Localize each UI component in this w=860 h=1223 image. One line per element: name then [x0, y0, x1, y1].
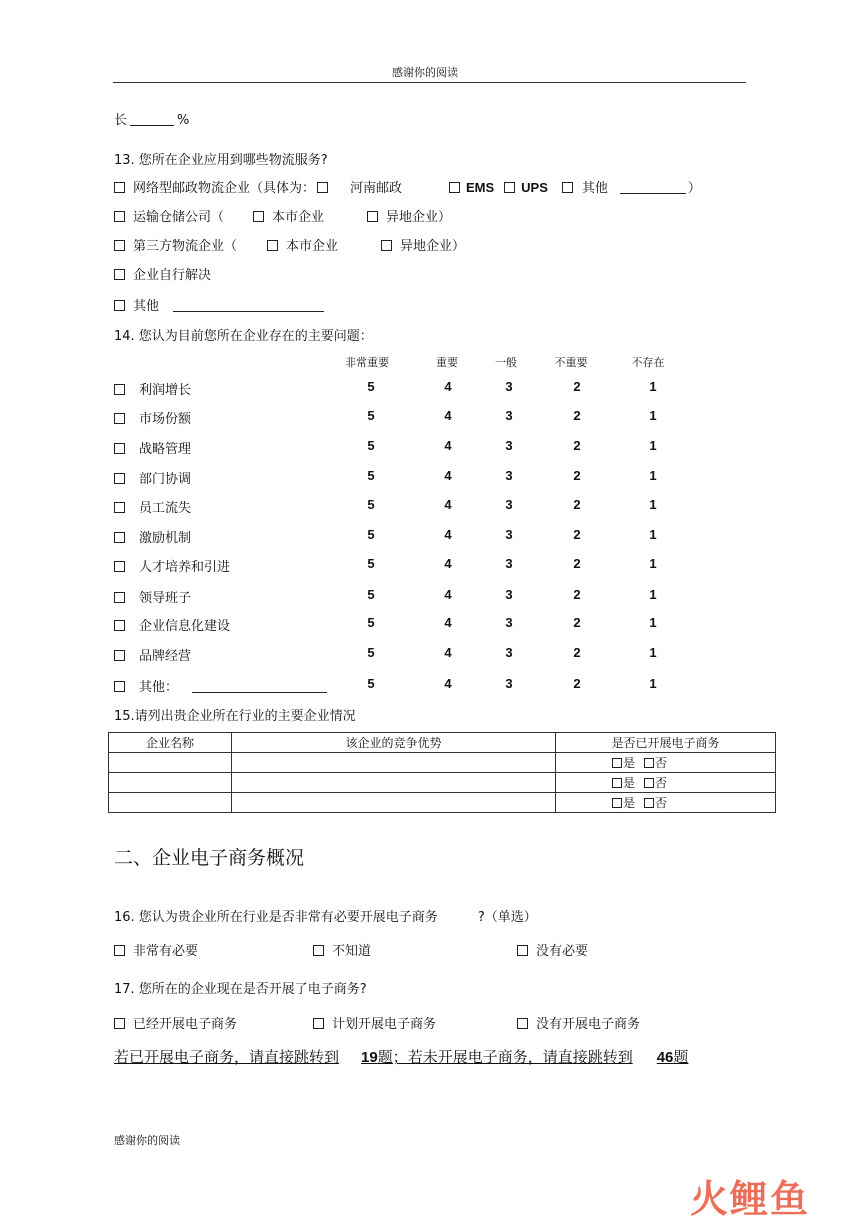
checkbox-icon[interactable] — [114, 269, 125, 280]
checkbox-icon[interactable] — [114, 650, 125, 661]
checkbox-icon[interactable] — [114, 182, 125, 193]
company-name-cell[interactable] — [109, 753, 232, 773]
instruction-part-3: 题 — [673, 1048, 689, 1066]
scale-value[interactable]: 5 — [367, 468, 375, 483]
q14-item-label: 品牌经营 — [139, 649, 192, 664]
checkbox-icon[interactable] — [317, 182, 328, 193]
q13-row5-other-blank[interactable] — [173, 299, 324, 312]
scale-value[interactable]: 1 — [649, 556, 657, 571]
q14-item — [114, 408, 191, 427]
q13-row1-opt3: UPS — [521, 180, 548, 195]
watermark-logo: 火鲤鱼 — [690, 1177, 811, 1221]
instruction-num-2: 46 — [656, 1049, 674, 1066]
checkbox-icon[interactable] — [114, 620, 125, 631]
q14-item-label: 领导班子 — [139, 591, 192, 606]
scale-value[interactable]: 1 — [649, 615, 657, 630]
q17-option-2-label: 计划开展电子商务 — [332, 1017, 437, 1032]
scale-value[interactable]: 1 — [649, 527, 657, 542]
no-label: 否 — [655, 756, 668, 770]
q13-row1-other-blank[interactable] — [620, 181, 686, 194]
checkbox-icon[interactable] — [114, 945, 125, 956]
q16-option-1-label: 非常有必要 — [133, 944, 199, 959]
scale-header: 非常重要 — [345, 356, 389, 369]
table-row — [109, 753, 776, 773]
yes-label: 是 — [623, 796, 636, 810]
q13-row-2 — [114, 206, 224, 225]
scale-value[interactable]: 3 — [505, 676, 513, 691]
checkbox-icon[interactable] — [114, 592, 125, 603]
scale-value[interactable]: 3 — [505, 438, 513, 453]
q13-row-4 — [114, 264, 211, 283]
q14-item — [114, 379, 191, 398]
carryover-blank[interactable] — [130, 113, 174, 126]
checkbox-icon[interactable] — [114, 681, 125, 692]
scale-value[interactable]: 5 — [367, 645, 375, 660]
checkbox-icon[interactable] — [114, 443, 125, 454]
q13-row1-close: ） — [687, 181, 701, 196]
checkbox-icon[interactable] — [612, 758, 622, 768]
q16-option-1 — [114, 940, 198, 959]
q14-item — [114, 438, 191, 457]
q14-item-label: 利润增长 — [139, 383, 192, 398]
q13-row1-opt4: 其他 — [581, 181, 608, 196]
instruction-num-1: 19 — [361, 1049, 378, 1066]
checkbox-icon[interactable] — [114, 300, 125, 311]
q13-row-5 — [114, 295, 324, 314]
scale-value[interactable]: 5 — [367, 676, 375, 691]
page-footer: 感谢你的阅读 — [114, 1134, 180, 1147]
checkbox-icon[interactable] — [517, 1018, 528, 1029]
checkbox-icon[interactable] — [114, 240, 125, 251]
table-header-row — [109, 733, 776, 753]
scale-value[interactable]: 4 — [444, 587, 452, 602]
ecommerce-cell — [556, 793, 776, 813]
scale-header: 不存在 — [631, 356, 665, 369]
carryover-line — [114, 109, 189, 128]
scale-value[interactable]: 2 — [573, 408, 581, 423]
q16-title — [114, 906, 537, 925]
checkbox-icon[interactable] — [644, 758, 654, 768]
q17-option-1 — [114, 1013, 237, 1032]
scale-value[interactable]: 3 — [505, 468, 513, 483]
scale-value[interactable]: 1 — [649, 587, 657, 602]
q14-item-label: 激励机制 — [139, 531, 192, 546]
scale-value[interactable]: 2 — [573, 615, 581, 630]
checkbox-icon[interactable] — [644, 778, 654, 788]
scale-value[interactable]: 2 — [573, 676, 581, 691]
q13-row4-label: 企业自行解决 — [133, 268, 212, 283]
scale-value[interactable]: 4 — [444, 676, 452, 691]
scale-value[interactable]: 3 — [505, 615, 513, 630]
q14-item-label: 市场份额 — [139, 412, 192, 427]
q16-option-3 — [517, 940, 588, 959]
checkbox-icon[interactable] — [612, 778, 622, 788]
no-label: 否 — [655, 776, 668, 790]
q13-row1-label: 网络型邮政物流企业（具体为： — [133, 181, 316, 196]
scale-header: 不重要 — [554, 356, 588, 369]
checkbox-icon[interactable] — [644, 798, 654, 808]
checkbox-icon[interactable] — [381, 240, 392, 251]
scale-value[interactable]: 4 — [444, 527, 452, 542]
scale-value[interactable]: 5 — [367, 556, 375, 571]
checkbox-icon[interactable] — [114, 473, 125, 484]
no-label: 否 — [655, 796, 668, 810]
q17-title: 17. 您所在的企业现在是否开展了电子商务? — [114, 982, 367, 997]
q14-item — [114, 556, 230, 575]
checkbox-icon[interactable] — [114, 1018, 125, 1029]
company-name-cell[interactable] — [109, 793, 232, 813]
q13-row1-opt1: 河南邮政 — [350, 181, 403, 196]
scale-value[interactable]: 4 — [444, 438, 452, 453]
table-header-ecommerce: 是否已开展电子商务 — [556, 733, 776, 753]
q14-item-label: 其他： — [139, 680, 179, 695]
q14-item-label: 人才培养和引进 — [139, 560, 231, 575]
scale-value[interactable]: 1 — [649, 408, 657, 423]
checkbox-icon[interactable] — [449, 182, 460, 193]
scale-value[interactable]: 2 — [573, 556, 581, 571]
scale-value[interactable]: 4 — [444, 379, 452, 394]
section-2-title: 二、企业电子商务概况 — [114, 847, 305, 869]
scale-value[interactable]: 4 — [444, 615, 452, 630]
scale-value[interactable]: 1 — [649, 379, 657, 394]
checkbox-icon[interactable] — [114, 384, 125, 395]
table-header-company: 企业名称 — [109, 733, 232, 753]
checkbox-icon[interactable] — [114, 561, 125, 572]
scale-value[interactable]: 3 — [505, 379, 513, 394]
advantage-cell[interactable] — [232, 753, 556, 773]
jump-instruction — [114, 1046, 688, 1067]
table-row — [109, 793, 776, 813]
checkbox-icon[interactable] — [253, 211, 264, 222]
scale-value[interactable]: 3 — [505, 408, 513, 423]
q14-item-label: 企业信息化建设 — [139, 619, 231, 634]
q13-row-1-options — [449, 177, 701, 196]
q13-row2-opt2-label: 异地企业） — [386, 210, 452, 225]
q13-row-1 — [114, 177, 402, 196]
q16-option-3-label: 没有必要 — [536, 944, 589, 959]
checkbox-icon[interactable] — [114, 413, 125, 424]
scale-value[interactable]: 3 — [505, 587, 513, 602]
q16-option-2 — [313, 940, 371, 959]
q17-option-1-label: 已经开展电子商务 — [133, 1017, 238, 1032]
table-row — [109, 773, 776, 793]
scale-value[interactable]: 5 — [367, 587, 375, 602]
carryover-suffix: % — [177, 113, 190, 128]
q13-row-2-opt1 — [253, 206, 324, 225]
q14-item — [114, 468, 191, 487]
q13-row-3 — [114, 235, 237, 254]
scale-value[interactable]: 2 — [573, 497, 581, 512]
advantage-cell[interactable] — [232, 773, 556, 793]
q14-item — [114, 645, 191, 664]
scale-value[interactable]: 1 — [649, 497, 657, 512]
checkbox-icon[interactable] — [517, 945, 528, 956]
q13-row1-opt2: EMS — [466, 180, 495, 195]
ecommerce-cell — [556, 773, 776, 793]
scale-value[interactable]: 5 — [367, 379, 375, 394]
yes-label: 是 — [623, 776, 636, 790]
q13-row3-opt1-label: 本市企业 — [286, 239, 339, 254]
instruction-part-2: 题；若未开展电子商务，请直接跳转到 — [377, 1048, 633, 1066]
checkbox-icon[interactable] — [313, 945, 324, 956]
checkbox-icon[interactable] — [267, 240, 278, 251]
q13-row3-label: 第三方物流企业（ — [133, 239, 238, 254]
checkbox-icon[interactable] — [612, 798, 622, 808]
scale-value[interactable]: 4 — [444, 645, 452, 660]
scale-value[interactable]: 1 — [649, 438, 657, 453]
q14-item — [114, 527, 191, 546]
scale-value[interactable]: 3 — [505, 527, 513, 542]
page-header: 感谢你的阅读 — [392, 66, 458, 79]
checkbox-icon[interactable] — [504, 182, 515, 193]
q16-title-text: 16. 您认为贵企业所在行业是否非常有必要开展电子商务 — [114, 910, 438, 925]
scale-value[interactable]: 1 — [649, 676, 657, 691]
scale-value[interactable]: 2 — [573, 468, 581, 483]
q13-row2-label: 运输仓储公司（ — [133, 210, 225, 225]
scale-value[interactable]: 5 — [367, 527, 375, 542]
instruction-part-1: 若已开展电子商务，请直接跳转到 — [114, 1048, 340, 1066]
q16-option-2-label: 不知道 — [332, 944, 372, 959]
scale-value[interactable]: 5 — [367, 408, 375, 423]
q15-table — [108, 732, 776, 813]
q13-row-2-opt2 — [367, 206, 451, 225]
scale-header: 一般 — [495, 356, 517, 369]
checkbox-icon[interactable] — [114, 211, 125, 222]
q13-title: 13. 您所在企业应用到哪些物流服务? — [114, 153, 328, 168]
yes-label: 是 — [623, 756, 636, 770]
scale-value[interactable]: 1 — [649, 645, 657, 660]
q13-row5-label: 其他 — [133, 299, 160, 314]
checkbox-icon[interactable] — [562, 182, 573, 193]
scale-value[interactable]: 2 — [573, 587, 581, 602]
scale-value[interactable]: 2 — [573, 645, 581, 660]
scale-value[interactable]: 4 — [444, 497, 452, 512]
scale-value[interactable]: 4 — [444, 556, 452, 571]
table-header-advantage: 该企业的竞争优势 — [232, 733, 556, 753]
q13-row-3-opt2 — [381, 235, 465, 254]
q13-row-3-opt1 — [267, 235, 338, 254]
checkbox-icon[interactable] — [367, 211, 378, 222]
company-name-cell[interactable] — [109, 773, 232, 793]
q14-item — [114, 676, 327, 695]
advantage-cell[interactable] — [232, 793, 556, 813]
scale-value[interactable]: 3 — [505, 645, 513, 660]
checkbox-icon[interactable] — [114, 532, 125, 543]
scale-value[interactable]: 2 — [573, 438, 581, 453]
header-rule — [113, 82, 746, 83]
q13-row2-opt1-label: 本市企业 — [272, 210, 325, 225]
carryover-prefix: 长 — [114, 113, 128, 128]
checkbox-icon[interactable] — [313, 1018, 324, 1029]
scale-value[interactable]: 5 — [367, 615, 375, 630]
q14-title: 14. 您认为目前您所在企业存在的主要问题： — [114, 329, 373, 344]
scale-value[interactable]: 3 — [505, 556, 513, 571]
scale-value[interactable]: 4 — [444, 468, 452, 483]
checkbox-icon[interactable] — [114, 502, 125, 513]
scale-value[interactable]: 5 — [367, 497, 375, 512]
q17-option-3 — [517, 1013, 640, 1032]
q17-option-2 — [313, 1013, 436, 1032]
scale-value[interactable]: 2 — [573, 379, 581, 394]
scale-value[interactable]: 1 — [649, 468, 657, 483]
scale-value[interactable]: 5 — [367, 438, 375, 453]
q16-title-suffix: ?（单选） — [477, 910, 537, 925]
ecommerce-cell — [556, 753, 776, 773]
scale-header: 重要 — [436, 356, 458, 369]
q14-item — [114, 615, 230, 634]
q17-option-3-label: 没有开展电子商务 — [536, 1017, 641, 1032]
q14-item-label: 员工流失 — [139, 501, 192, 516]
scale-value[interactable]: 3 — [505, 497, 513, 512]
q14-other-blank[interactable] — [192, 680, 327, 693]
q13-row3-opt2-label: 异地企业） — [400, 239, 466, 254]
scale-value[interactable]: 2 — [573, 527, 581, 542]
scale-value[interactable]: 4 — [444, 408, 452, 423]
q14-item — [114, 587, 191, 606]
q14-item-label: 部门协调 — [139, 472, 192, 487]
q14-item — [114, 497, 191, 516]
q14-item-label: 战略管理 — [139, 442, 192, 457]
q15-title: 15.请列出贵企业所在行业的主要企业情况 — [114, 709, 356, 724]
